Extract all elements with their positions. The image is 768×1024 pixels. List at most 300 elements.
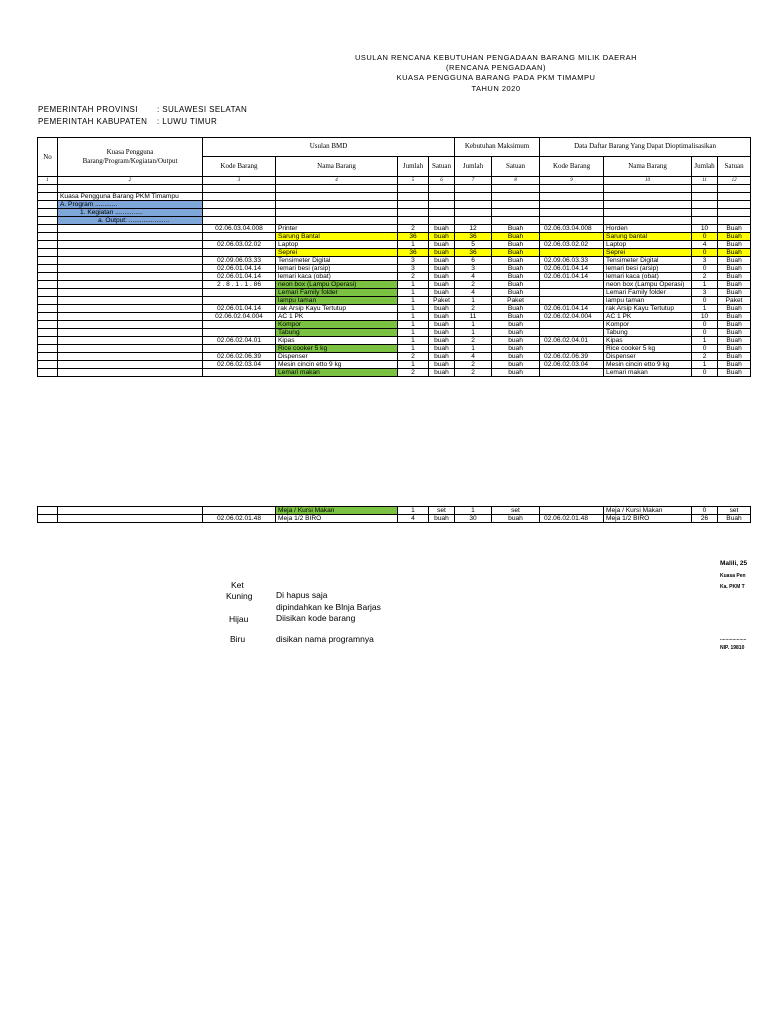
kuasa-cell[interactable] [58,289,203,297]
nama2-cell[interactable]: Laptop [604,241,692,249]
jumlah2-cell[interactable]: 0 [692,297,718,305]
kebutuhan-jumlah-cell[interactable]: 3 [455,265,492,273]
kode2-cell[interactable]: 02.06.01.04.14 [540,273,604,281]
nama2-cell[interactable]: Rice cooker 5 kg [604,345,692,353]
table-row [38,241,751,249]
kode2-cell[interactable]: 02.06.01.04.14 [540,265,604,273]
kuasa-cell[interactable] [58,353,203,361]
satuan2-cell[interactable]: Buah [718,225,751,233]
satuan-cell[interactable]: buah [429,225,455,233]
kebutuhan-satuan-cell[interactable]: Buah [492,265,540,273]
kode-cell[interactable] [203,289,276,297]
col-daftar: Data Daftar Barang Yang Dapat Dioptimalisasikan [540,138,751,157]
jumlah-cell[interactable]: 3 [398,257,429,265]
jumlah2-cell[interactable]: 2 [692,273,718,281]
satuan-cell[interactable]: buah [429,345,455,353]
output-cell[interactable]: a. Output: ...................... [58,217,203,225]
kode-cell[interactable] [203,345,276,353]
nama-cell[interactable]: Meja 1/2 BIRO [276,515,398,523]
kode2-cell[interactable] [540,321,604,329]
nama2-cell[interactable]: AC 1 PK [604,313,692,321]
no-cell[interactable] [38,225,58,233]
jumlah-cell[interactable]: 4 [398,515,429,523]
no-cell[interactable] [38,249,58,257]
kebutuhan-jumlah-cell[interactable]: 2 [455,305,492,313]
satuan-cell[interactable]: Paket [429,297,455,305]
nama2-cell[interactable]: Kipas [604,337,692,345]
kuasa-cell[interactable] [58,233,203,241]
col-jumlah: Jumlah [398,156,429,176]
nama2-cell[interactable]: lemari besi (arsip) [604,265,692,273]
kode-cell[interactable]: 02.06.03.02.02 [203,241,276,249]
kebutuhan-satuan-cell[interactable]: buah [492,345,540,353]
kode2-cell[interactable] [540,249,604,257]
satuan2-cell[interactable]: Buah [718,289,751,297]
satuan2-cell[interactable]: Buah [718,361,751,369]
satuan2-cell[interactable]: Buah [718,265,751,273]
nama2-cell[interactable]: Sarung bantal [604,233,692,241]
nama-cell[interactable]: Kompor [276,321,398,329]
table-row [38,273,751,281]
satuan-cell[interactable]: buah [429,249,455,257]
kuasa-cell[interactable] [58,515,203,523]
doc-title-2: (RENCANA PENGADAAN) [446,63,546,72]
nama2-cell[interactable]: Meja / Kursi Makan [604,507,692,515]
no-cell[interactable] [38,507,58,515]
col-satuan: Satuan [429,156,455,176]
kebutuhan-jumlah-cell[interactable]: 1 [455,297,492,305]
nama2-cell[interactable]: Mesin cincin etto 9 kg [604,361,692,369]
jumlah-cell[interactable]: 1 [398,321,429,329]
table-row [38,361,751,369]
satuan2-cell[interactable]: Buah [718,249,751,257]
jumlah2-cell[interactable]: 26 [692,515,718,523]
nama-cell[interactable]: Mesin cincin etto 9 kg [276,361,398,369]
satuan2-cell[interactable]: Buah [718,515,751,523]
table-row [38,313,751,321]
nama-cell[interactable]: Printer [276,225,398,233]
main-table [37,137,751,377]
kebutuhan-satuan-cell[interactable]: Buah [492,305,540,313]
no-cell[interactable] [38,321,58,329]
satuan-cell[interactable]: buah [429,305,455,313]
satuan-cell[interactable]: buah [429,273,455,281]
kebutuhan-satuan-cell[interactable]: Paket [492,297,540,305]
satuan-cell[interactable]: buah [429,361,455,369]
kuasa-cell[interactable] [58,507,203,515]
kuasa-cell[interactable] [58,305,203,313]
number-row [38,177,751,185]
kode-cell[interactable] [203,369,276,377]
blank-row [38,185,751,193]
jumlah-cell[interactable]: 2 [398,369,429,377]
kebutuhan-jumlah-cell[interactable]: 2 [455,281,492,289]
kode-cell[interactable] [203,507,276,515]
nama-cell[interactable]: Meja / Kursi Makan [276,507,398,515]
satuan-cell[interactable]: buah [429,329,455,337]
col-ks: Satuan [492,156,540,176]
kebutuhan-jumlah-cell[interactable]: 5 [455,241,492,249]
table-row [38,353,751,361]
nama2-cell[interactable]: Seprei [604,249,692,257]
satuan-cell[interactable]: buah [429,337,455,345]
kode-cell[interactable] [203,321,276,329]
kebutuhan-jumlah-cell[interactable]: 36 [455,233,492,241]
no-cell[interactable] [38,353,58,361]
no-cell[interactable] [38,361,58,369]
nama-cell[interactable]: Laptop [276,241,398,249]
kode2-cell[interactable] [540,297,604,305]
jumlah-cell[interactable]: 1 [398,507,429,515]
kebutuhan-jumlah-cell[interactable]: 4 [455,353,492,361]
nama-cell[interactable]: Seprei [276,249,398,257]
table-row [38,507,751,515]
kode-cell[interactable]: 2 . 8 . 1 . 1 . 86 [203,281,276,289]
nama-cell[interactable]: lemari besi (arsip) [276,265,398,273]
nama-cell[interactable]: Lemari Family folder [276,289,398,297]
satuan-cell[interactable]: buah [429,313,455,321]
no-cell[interactable] [38,313,58,321]
no-cell[interactable] [38,273,58,281]
prov-label: PEMERINTAH PROVINSI [38,105,138,114]
jumlah2-cell[interactable]: 1 [692,281,718,289]
no-cell[interactable] [38,329,58,337]
kode2-cell[interactable]: 02.06.02.04.01 [540,337,604,345]
kebutuhan-satuan-cell[interactable]: Buah [492,233,540,241]
jumlah-cell[interactable]: 2 [398,225,429,233]
satuan-cell[interactable]: buah [429,257,455,265]
satuan2-cell[interactable]: Paket [718,297,751,305]
satuan2-cell[interactable]: Buah [718,233,751,241]
nama-cell[interactable]: rak Arsip Kayu Tertutup [276,305,398,313]
satuan2-cell[interactable]: set [718,507,751,515]
jumlah2-cell[interactable]: 4 [692,241,718,249]
col-no: No [38,138,58,177]
kuasa-cell[interactable] [58,281,203,289]
jumlah2-cell[interactable]: 1 [692,361,718,369]
kebutuhan-satuan-cell[interactable]: Buah [492,225,540,233]
col-number: 5 [398,177,429,185]
kuasa-cell[interactable] [58,265,203,273]
satuan2-cell[interactable]: Buah [718,273,751,281]
kebutuhan-satuan-cell[interactable]: Buah [492,289,540,297]
jumlah2-cell[interactable]: 0 [692,507,718,515]
no-cell[interactable] [38,297,58,305]
table-row [38,225,751,233]
satuan-cell[interactable]: buah [429,265,455,273]
satuan-cell[interactable]: set [429,507,455,515]
satuan-cell[interactable]: buah [429,369,455,377]
table-row [38,281,751,289]
kode2-cell[interactable] [540,281,604,289]
satuan2-cell[interactable]: Buah [718,345,751,353]
kebutuhan-jumlah-cell[interactable]: 2 [455,337,492,345]
legend-kuning-desc2: dipindahkan ke Blnja Barjas [276,602,381,612]
satuan2-cell[interactable]: Buah [718,353,751,361]
kode2-cell[interactable]: 02.09.06.03.33 [540,257,604,265]
nama-cell[interactable]: Sarung Bantal [276,233,398,241]
jumlah-cell[interactable]: 1 [398,297,429,305]
jumlah2-cell[interactable]: 0 [692,321,718,329]
kebutuhan-satuan-cell[interactable]: Buah [492,313,540,321]
jumlah-cell[interactable]: 1 [398,305,429,313]
kebutuhan-jumlah-cell[interactable]: 2 [455,361,492,369]
legend-hijau-desc: Diisikan kode barang [276,613,356,623]
kuasa-cell[interactable] [58,225,203,233]
sign-role2: Ka. PKM T [720,584,745,590]
kuasa-cell[interactable] [58,249,203,257]
no-cell[interactable] [38,233,58,241]
kode-cell[interactable]: 02.06.03.04.008 [203,225,276,233]
no-cell[interactable] [38,289,58,297]
nama-cell[interactable]: Tabung [276,329,398,337]
jumlah-cell[interactable]: 1 [398,313,429,321]
nama-cell[interactable]: Dispenser [276,353,398,361]
legend-kuning: Kuning [226,591,253,601]
doc-title-3: KUASA PENGGUNA BARANG PADA PKM TIMAMPU [396,73,596,82]
kode-cell[interactable] [203,249,276,257]
kuasa-cell[interactable] [58,273,203,281]
kode2-cell[interactable] [540,289,604,297]
kebutuhan-satuan-cell[interactable]: Buah [492,257,540,265]
kuasa-cell[interactable] [58,321,203,329]
col-kj: Jumlah [455,156,492,176]
jumlah-cell[interactable]: 2 [398,273,429,281]
nama-cell[interactable]: lampu taman [276,297,398,305]
table-row [38,321,751,329]
kode-cell[interactable]: 02.06.01.04.14 [203,273,276,281]
satuan-cell[interactable]: buah [429,321,455,329]
kode2-cell[interactable]: 02.06.02.04.004 [540,313,604,321]
kebutuhan-satuan-cell[interactable]: Buah [492,241,540,249]
satuan-cell[interactable]: buah [429,241,455,249]
kode-cell[interactable]: 02.09.06.03.33 [203,257,276,265]
kuasa-cell[interactable] [58,313,203,321]
kuasa-cell[interactable] [58,337,203,345]
kode2-cell[interactable]: 02.06.02.01.48 [540,515,604,523]
kebutuhan-satuan-cell[interactable]: buah [492,321,540,329]
kode2-cell[interactable] [540,507,604,515]
kode-cell[interactable]: 02.06.01.04.14 [203,305,276,313]
jumlah-cell[interactable]: 1 [398,241,429,249]
kuasa-cell[interactable] [58,369,203,377]
jumlah-cell[interactable]: 1 [398,361,429,369]
kebutuhan-jumlah-cell[interactable]: 2 [455,369,492,377]
jumlah2-cell[interactable]: 0 [692,233,718,241]
kebutuhan-satuan-cell[interactable]: buah [492,329,540,337]
no-cell[interactable] [38,337,58,345]
no-cell[interactable] [38,265,58,273]
satuan2-cell[interactable]: Buah [718,337,751,345]
nama2-cell[interactable]: Kompor [604,321,692,329]
legend-ket: Ket [231,580,244,590]
satuan2-cell[interactable]: Buah [718,281,751,289]
kode2-cell[interactable] [540,233,604,241]
table-row [38,345,751,353]
satuan2-cell[interactable]: Buah [718,329,751,337]
kode-cell[interactable]: 02.06.02.06.39 [203,353,276,361]
satuan2-cell[interactable]: Buah [718,369,751,377]
jumlah-cell[interactable]: 36 [398,249,429,257]
col-number: 12 [718,177,751,185]
satuan-cell[interactable]: buah [429,353,455,361]
nama2-cell[interactable]: lemari kaca (obat) [604,273,692,281]
satuan2-cell[interactable]: Buah [718,241,751,249]
col-kebutuhan: Kebutuhan Maksimum [455,138,540,157]
satuan-cell[interactable]: buah [429,289,455,297]
program-cell[interactable]: A. Program ............ [58,201,203,209]
kode-cell[interactable]: 02.06.02.04.01 [203,337,276,345]
nama2-cell[interactable]: Horden [604,225,692,233]
jumlah2-cell[interactable]: 1 [692,337,718,345]
no-cell[interactable] [38,257,58,265]
kode-cell[interactable] [203,233,276,241]
col-number: 3 [203,177,276,185]
kebutuhan-satuan-cell[interactable]: Buah [492,281,540,289]
kuasa-cell[interactable] [58,241,203,249]
nama2-cell[interactable]: neon box (Lampu Operasi) [604,281,692,289]
jumlah2-cell[interactable]: 0 [692,345,718,353]
kebutuhan-jumlah-cell[interactable]: 1 [455,507,492,515]
jumlah2-cell[interactable]: 1 [692,305,718,313]
kebutuhan-satuan-cell[interactable]: buah [492,353,540,361]
kode-cell[interactable]: 02.06.01.04.14 [203,265,276,273]
col-number: 8 [492,177,540,185]
kebutuhan-jumlah-cell[interactable]: 12 [455,225,492,233]
nama-cell[interactable]: AC 1 PK [276,313,398,321]
kebutuhan-satuan-cell[interactable]: Buah [492,273,540,281]
kebutuhan-satuan-cell[interactable]: buah [492,337,540,345]
satuan-cell[interactable]: buah [429,233,455,241]
nama-cell[interactable]: Kipas [276,337,398,345]
nama-cell[interactable]: Rice cooker 5 kg [276,345,398,353]
kebutuhan-jumlah-cell[interactable]: 4 [455,273,492,281]
sign-place: Malili, 25 [720,560,748,567]
kode-cell[interactable] [203,329,276,337]
jumlah2-cell[interactable]: 0 [692,369,718,377]
kuasa-cell[interactable]: Kuasa Pengguna Barang PKM Timampu [58,193,203,201]
satuan2-cell[interactable]: Buah [718,305,751,313]
second-table [37,506,751,523]
jumlah-cell[interactable]: 2 [398,353,429,361]
jumlah-cell[interactable]: 36 [398,233,429,241]
satuan2-cell[interactable]: Buah [718,321,751,329]
satuan-cell[interactable]: buah [429,281,455,289]
kode2-cell[interactable] [540,345,604,353]
kuasa-cell[interactable] [58,257,203,265]
kebutuhan-jumlah-cell[interactable]: 30 [455,515,492,523]
kode2-cell[interactable]: 02.06.02.06.39 [540,353,604,361]
nama-cell[interactable]: Tensimeter Digital [276,257,398,265]
kuasa-cell[interactable] [58,361,203,369]
table-row [38,233,751,241]
nama2-cell[interactable]: Lemari makan [604,369,692,377]
kode-cell[interactable]: 02.06.02.01.48 [203,515,276,523]
sign-dots: ................... [720,636,747,642]
kebutuhan-jumlah-cell[interactable]: 11 [455,313,492,321]
doc-title-4: TAHUN 2020 [471,84,521,93]
nama2-cell[interactable]: Dispenser [604,353,692,361]
kebutuhan-satuan-cell[interactable]: set [492,507,540,515]
jumlah2-cell[interactable]: 2 [692,353,718,361]
nama-cell[interactable]: neon box (Lampu Operasi) [276,281,398,289]
jumlah2-cell[interactable]: 10 [692,313,718,321]
nama-cell[interactable]: lemari kaca (obat) [276,273,398,281]
no-cell[interactable] [38,369,58,377]
jumlah-cell[interactable]: 1 [398,337,429,345]
no-cell[interactable] [38,305,58,313]
jumlah-cell[interactable]: 1 [398,345,429,353]
col-number: 4 [276,177,398,185]
nama2-cell[interactable]: Tabung [604,329,692,337]
kode2-cell[interactable]: 02.06.01.04.14 [540,305,604,313]
header-row-1 [38,138,751,157]
satuan-cell[interactable]: buah [429,515,455,523]
kebutuhan-jumlah-cell[interactable]: 1 [455,345,492,353]
kegiatan-cell[interactable]: 1. Kegiatan ............... [58,209,203,217]
kuasa-cell[interactable] [58,297,203,305]
kebutuhan-satuan-cell[interactable]: buah [492,515,540,523]
jumlah2-cell[interactable]: 10 [692,225,718,233]
col-kode2: Kode Barang [540,156,604,176]
col-number: 10 [604,177,692,185]
kode-cell[interactable]: 02.06.02.03.04 [203,361,276,369]
kebutuhan-jumlah-cell[interactable]: 1 [455,321,492,329]
nama2-cell[interactable]: lampu taman [604,297,692,305]
kode2-cell[interactable]: 02.06.03.02.02 [540,241,604,249]
no-cell[interactable] [38,515,58,523]
kode2-cell[interactable]: 02.06.03.04.008 [540,225,604,233]
jumlah2-cell[interactable]: 0 [692,249,718,257]
kode2-cell[interactable]: 02.06.02.03.04 [540,361,604,369]
kebutuhan-satuan-cell[interactable]: buah [492,369,540,377]
kuasa-cell[interactable] [58,345,203,353]
kebutuhan-jumlah-cell[interactable]: 36 [455,249,492,257]
nama2-cell[interactable]: rak Arsip Kayu Tertutup [604,305,692,313]
jumlah-cell[interactable]: 3 [398,265,429,273]
kuasa-cell[interactable] [58,329,203,337]
kebutuhan-jumlah-cell[interactable]: 6 [455,257,492,265]
kode-cell[interactable] [203,297,276,305]
nama2-cell[interactable]: Lemari Family folder [604,289,692,297]
nama-cell[interactable]: Lemari makan [276,369,398,377]
no-cell[interactable] [38,281,58,289]
prov-value: : SULAWESI SELATAN [157,105,248,114]
jumlah2-cell[interactable]: 0 [692,329,718,337]
kebutuhan-satuan-cell[interactable]: buah [492,361,540,369]
satuan2-cell[interactable]: Buah [718,313,751,321]
kode2-cell[interactable] [540,369,604,377]
kode2-cell[interactable] [540,329,604,337]
jumlah-cell[interactable]: 1 [398,281,429,289]
nama2-cell[interactable]: Tensimeter Digital [604,257,692,265]
no-cell[interactable] [38,345,58,353]
jumlah2-cell[interactable]: 0 [692,265,718,273]
jumlah2-cell[interactable]: 3 [692,289,718,297]
kode-cell[interactable]: 02.06.02.04.004 [203,313,276,321]
jumlah-cell[interactable]: 1 [398,289,429,297]
kebutuhan-satuan-cell[interactable]: Buah [492,249,540,257]
jumlah-cell[interactable]: 1 [398,329,429,337]
table-row [38,515,751,523]
doc-title-1: USULAN RENCANA KEBUTUHAN PENGADAAN BARANG MILIK DAERAH [354,53,638,62]
kebutuhan-jumlah-cell[interactable]: 4 [455,289,492,297]
kebutuhan-jumlah-cell[interactable]: 1 [455,329,492,337]
satuan2-cell[interactable]: Buah [718,257,751,265]
nama2-cell[interactable]: Meja 1/2 BIRO [604,515,692,523]
jumlah2-cell[interactable]: 3 [692,257,718,265]
no-cell[interactable] [38,241,58,249]
